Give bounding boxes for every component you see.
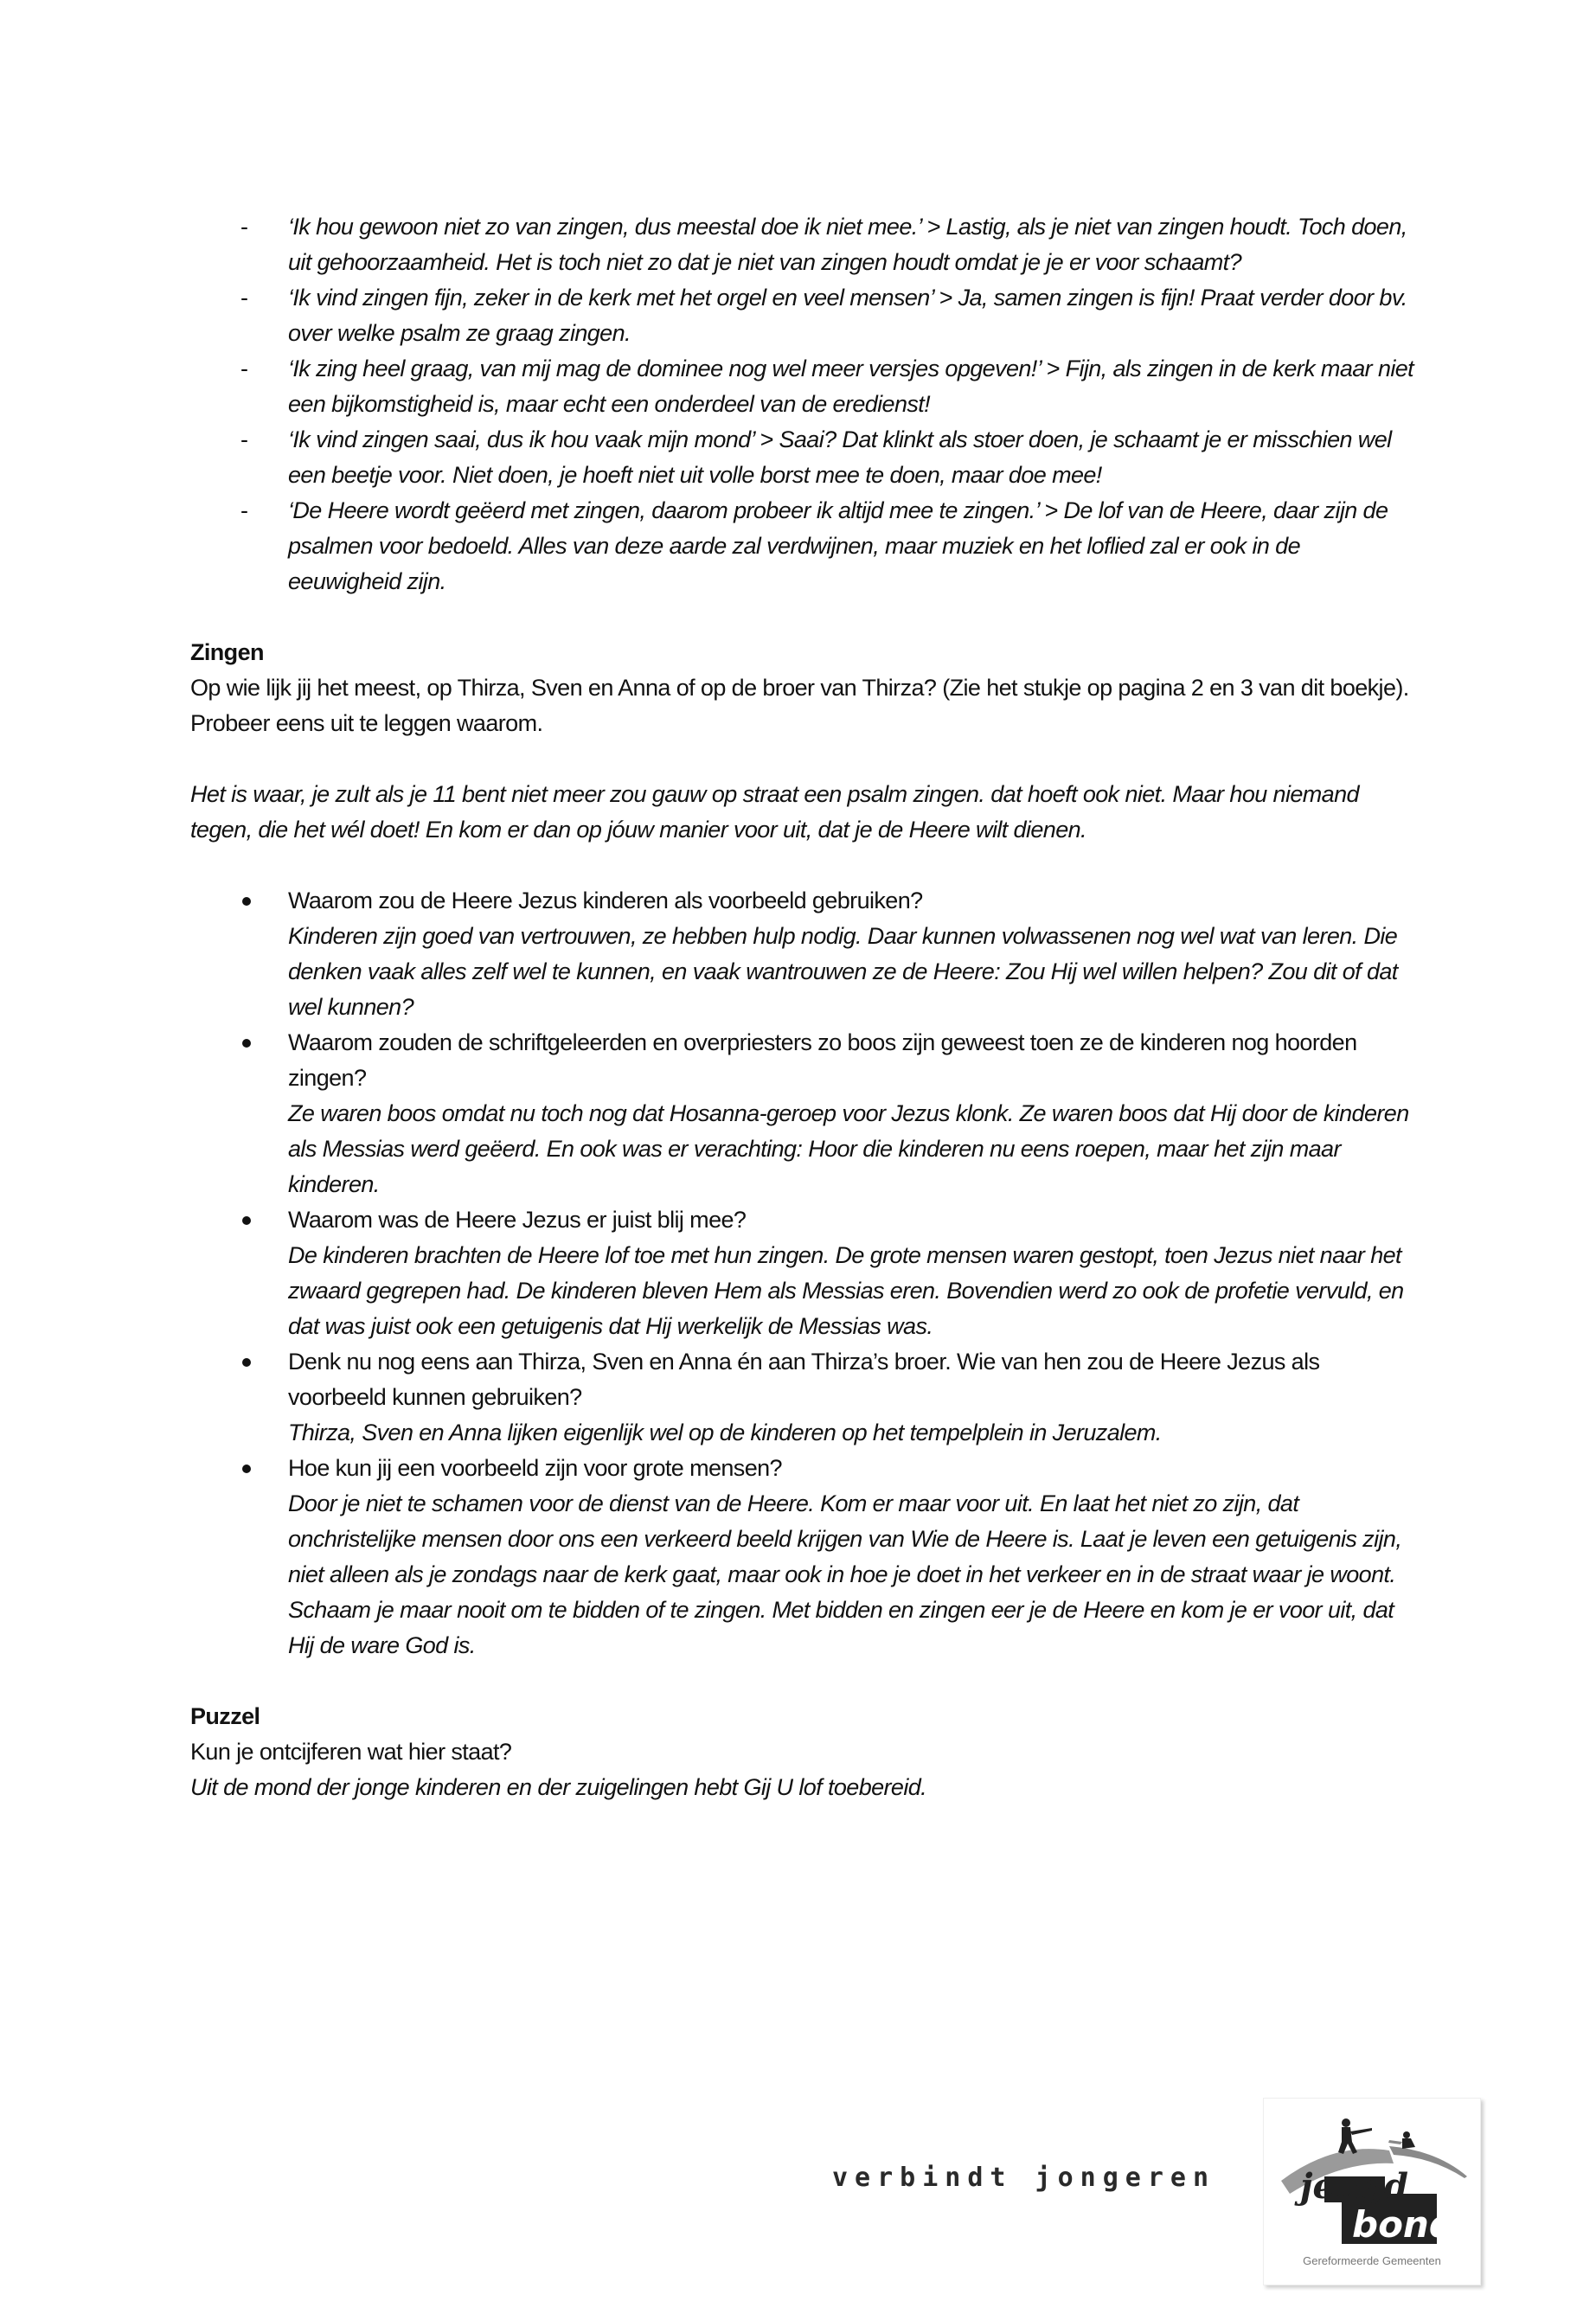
question-item: [190, 1451, 1419, 1663]
dash-bullet: -: [240, 214, 248, 240]
dash-bullet: -: [240, 285, 248, 311]
question-item: [190, 1202, 1419, 1344]
dash-bullet: -: [240, 356, 248, 381]
question-text: Waarom was de Heere Jezus er juist blij mee?: [288, 1207, 747, 1233]
question-text: Waarom zou de Heere Jezus kinderen als voorbeeld gebruiken?: [288, 888, 923, 913]
logo-subtitle: Gereformeerde Gemeenten: [1303, 2254, 1441, 2267]
answer-text: De kinderen brachten de Heere lof toe met hun zingen. De grote mensen waren gestopt, toen Jezus niet naar het zwaard gegrepen had. De kinderen bleven Hem als Messias eren. Bovendien werd zo ook de profetie vervuld, en dat was juist ook een getuigenis dat Hij werkelijk de Messias was.: [288, 1242, 1404, 1339]
logo-word-bond: bond: [1352, 2203, 1455, 2246]
puzzel-answer: Uit de mond der jonge kinderen en der zuigelingen hebt Gij U lof toebereid.: [190, 1774, 927, 1800]
intro-answer-list: [190, 209, 1419, 599]
answer-text: Door je niet te schamen voor de dienst van de Heere. Kom er maar voor uit. En laat het niet zo zijn, dat onchristelijke mensen door ons een verkeerd beeld krijgen van Wie de Heere is. Laat je leven een getuigenis zijn, niet alleen als je zondags naar de kerk gaat, maar ook in hoe je doet in het verkeer en in de straat waar je woont. Schaam je maar nooit om te bidden of te zingen. Met bidden en zingen eer je de Heere en kom je er voor uit, dat Hij de ware God is.: [288, 1490, 1402, 1658]
answer-text: Kinderen zijn goed van vertrouwen, ze hebben hulp nodig. Daar kunnen volwassenen nog wel wat van leren. Die denken vaak alles zelf wel te kunnen, en vaak wantrouwen ze de Heere: Zou Hij wel willen helpen? Zou dit of dat wel kunnen?: [288, 923, 1398, 1020]
list-item: [190, 493, 1419, 599]
dash-bullet: -: [240, 497, 248, 523]
list-item-text: ‘Ik vind zingen fijn, zeker in de kerk met het orgel en veel mensen’ > Ja, samen zingen is fijn! Praat verder door bv. over welke psalm ze graag zingen.: [288, 285, 1407, 346]
section-heading-puzzel: Puzzel: [190, 1703, 260, 1729]
logo-word-jeugd: jeugd: [1300, 2166, 1408, 2207]
list-item: [190, 351, 1419, 422]
question-item: [190, 1344, 1419, 1451]
footer-tagline: verbindt jongeren: [832, 2163, 1216, 2193]
list-item: [190, 209, 1419, 280]
list-item-text: ‘Ik vind zingen saai, dus ik hou vaak mijn mond’ > Saai? Dat klinkt als stoer doen, je schaamt je er misschien wel een beetje voor. Niet doen, je hoeft niet uit volle borst mee te doen, maar doe mee!: [288, 426, 1392, 488]
spacer: [190, 741, 1419, 777]
question-item: [190, 883, 1419, 1025]
question-text: Denk nu nog eens aan Thirza, Sven en Anna én aan Thirza’s broer. Wie van hen zou de Heere Jezus als voorbeeld kunnen gebruiken?: [288, 1349, 1320, 1410]
document-page: [190, 209, 1419, 1805]
bullet-dot: [242, 897, 251, 906]
spacer: [190, 848, 1419, 883]
zingen-question: Op wie lijk jij het meest, op Thirza, Sven en Anna of op de broer van Thirza? (Zie het stukje op pagina 2 en 3 van dit boekje). Probeer eens uit te leggen waarom.: [190, 675, 1409, 736]
puzzel-question: Kun je ontcijferen wat hier staat?: [190, 1739, 512, 1765]
list-item-text: ‘Ik zing heel graag, van mij mag de dominee nog wel meer versjes opgeven!’ > Fijn, als zingen in de kerk maar niet een bijkomstigheid is, maar echt een onderdeel van de eredienst!: [288, 356, 1414, 417]
question-item: [190, 1025, 1419, 1202]
answer-text: Thirza, Sven en Anna lijken eigenlijk wel op de kinderen op het tempelplein in Jeruzalem.: [288, 1420, 1162, 1445]
question-text: Waarom zouden de schriftgeleerden en overpriesters zo boos zijn geweest toen ze de kinderen nog hoorden zingen?: [288, 1029, 1357, 1091]
jeugdbond-logo: [1263, 2098, 1481, 2285]
list-item-text: ‘Ik hou gewoon niet zo van zingen, dus meestal doe ik niet mee.’ > Lastig, als je niet van zingen houdt. Toch doen, uit gehoorzaamheid. Het is toch niet zo dat je niet van zingen houdt omdat je je er voor schaamt?: [288, 214, 1407, 275]
answer-text: Ze waren boos omdat nu toch nog dat Hosanna-geroep voor Jezus klonk. Ze waren boos dat Hij door de kinderen als Messias werd geëerd. En ook was er verachting: Hoor die kinderen nu eens roepen, maar het zijn maar kinderen.: [288, 1100, 1409, 1197]
list-item-text: ‘De Heere wordt geëerd met zingen, daarom probeer ik altijd mee te zingen.’ > De lof van de Heere, daar zijn de psalmen voor bedoeld. Alles van deze aarde zal verdwijnen, maar muziek en het loflied zal er ook in de eeuwigheid zijn.: [288, 497, 1388, 594]
dash-bullet: -: [240, 426, 248, 452]
list-item: [190, 422, 1419, 493]
zingen-answer: Het is waar, je zult als je 11 bent niet meer zou gauw op straat een psalm zingen. dat hoeft ook niet. Maar hou niemand tegen, die het wél doet! En kom er dan op jóuw manier voor uit, dat je de Heere wilt dienen.: [190, 781, 1359, 843]
bullet-dot: [242, 1216, 251, 1225]
bullet-dot: [242, 1465, 251, 1473]
list-item: [190, 280, 1419, 351]
question-text: Hoe kun jij een voorbeeld zijn voor grote mensen?: [288, 1455, 782, 1481]
section-heading-zingen: Zingen: [190, 639, 264, 665]
question-list: [190, 883, 1419, 1663]
bullet-dot: [242, 1358, 251, 1367]
bullet-dot: [242, 1039, 251, 1048]
